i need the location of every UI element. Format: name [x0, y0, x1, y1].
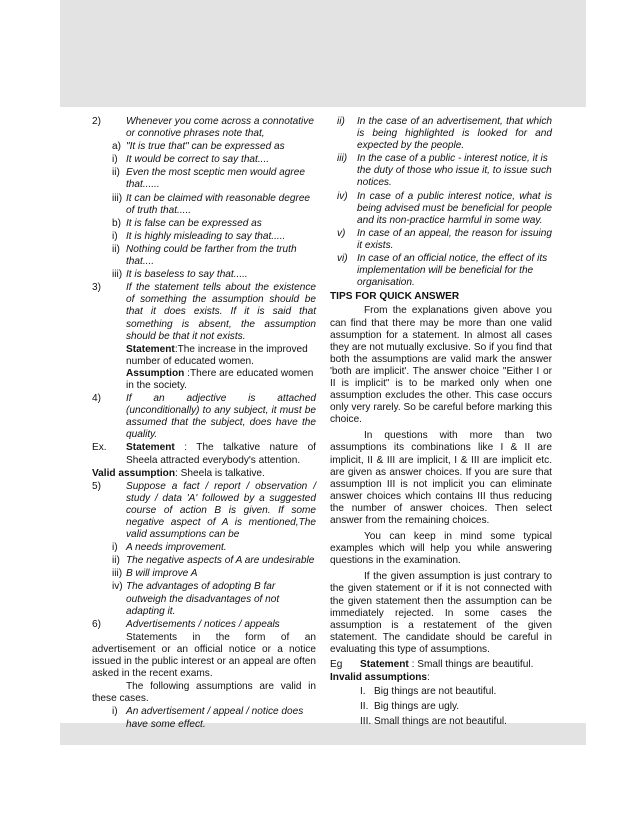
paragraph: In questions with more than two assumptions its combinations like I & II are implicit, II & III are implicit, I & III are implicit etc. are given as answer choices. If you are sure that assumption III is not implicit you can eliminate answer choices which contains III thus reducing the number of answer choices. Then select answer from the remaining choices. — [330, 430, 552, 526]
example-statement — [92, 344, 316, 368]
paragraph: From the explanations given above you can find that there may be more than one valid assumption for a statement. In almost all cases they are not mutually exclusive. So if you find that both the assumptions are valid mark the answer 'both are implicit'. The answer choice "Either I or II is implicit" is to be marked only when one assumption excludes the other. This case occurs only very rarely. So be careful before marking this choice. — [330, 305, 552, 426]
item-marker: I. — [360, 686, 366, 698]
item-marker: ii) — [112, 167, 120, 179]
right-column — [330, 116, 552, 732]
invalid-assumption-item — [330, 686, 552, 698]
item-text: Nothing could be farther from the truth that.... — [126, 243, 297, 268]
list-item — [92, 393, 316, 441]
paragraph: The following assumptions are valid in these cases. — [92, 681, 316, 705]
item-text: It is highly misleading to say that..... — [126, 230, 286, 242]
item-marker: vi) — [337, 253, 348, 265]
item-text: An advertisement / appeal / notice does have some effect. — [126, 706, 304, 730]
item-marker: iv) — [337, 190, 348, 202]
item-text: Big things are ugly. — [374, 701, 460, 713]
item-text: Big things are not beautiful. — [374, 686, 497, 698]
statement-label: Statement — [360, 659, 409, 671]
invalid-assumption-item — [330, 701, 552, 713]
item-text: Advertisements / notices / appeals — [126, 618, 280, 630]
statement-text: : Small things are beautiful. — [411, 659, 534, 671]
example-row — [330, 659, 552, 671]
item-marker: i) — [112, 230, 118, 242]
invalid-assumptions-label: Invalid assumptions — [330, 672, 428, 684]
item-text: In the case of a public - interest notice, it is the duty of those who issue it, to issue such notices. — [357, 153, 552, 189]
list-item — [92, 116, 316, 140]
item-text: It is baseless to say that..... — [126, 269, 248, 281]
item-number: 3) — [92, 282, 101, 294]
item-text: Small things are not beautiful. — [374, 716, 507, 728]
list-item — [92, 244, 316, 268]
item-marker: II. — [360, 701, 369, 713]
item-text: In the case of an advertisement, that which is being highlighted is looked for and expected by the people. — [357, 116, 552, 152]
item-marker: i) — [112, 542, 118, 554]
item-text: Whenever you come across a connotative or connotive phrases note that, — [126, 116, 314, 140]
item-marker: iii) — [112, 269, 123, 281]
list-item — [92, 141, 316, 153]
item-text: A needs improvement. — [126, 542, 227, 554]
section-heading: TIPS FOR QUICK ANSWER — [330, 291, 460, 303]
list-item — [92, 619, 316, 631]
item-number: 2) — [92, 116, 101, 127]
item-text: If the statement tells about the existence of something the assumption should be that it does exists. If it is said that something is absent, the assumption should be that it not exists. — [126, 282, 316, 342]
list-item — [92, 555, 316, 567]
item-text: It can be claimed with reasonable degree of truth that..... — [126, 192, 311, 216]
list-item — [92, 481, 316, 541]
list-item — [92, 269, 316, 281]
item-marker: v) — [337, 227, 346, 239]
item-marker: ii) — [337, 116, 345, 127]
list-item — [92, 706, 316, 730]
example-marker: Eg — [330, 659, 343, 671]
list-item — [92, 218, 316, 230]
item-text: It is false can be expressed as — [126, 217, 262, 229]
invalid-assumption-item — [330, 716, 552, 728]
colon: : — [427, 672, 430, 684]
valid-assumption — [92, 468, 316, 480]
list-item — [92, 568, 316, 580]
example-marker: Ex. — [92, 442, 107, 454]
statement-label: Statement — [126, 343, 175, 355]
list-item — [330, 191, 552, 227]
valid-assumption-label: Valid assumption — [92, 467, 176, 479]
item-text: "It is true that" can be expressed as — [126, 141, 285, 153]
example-assumption — [92, 368, 316, 392]
item-marker: iv) — [112, 581, 123, 593]
left-column — [92, 116, 316, 732]
list-item — [330, 116, 552, 152]
valid-assumption-text: : Sheela is talkative. — [175, 467, 265, 479]
list-item — [92, 542, 316, 554]
item-text: If an adjective is attached (unconditionally) to any subject, it must be assumed that the subject, does have the quality. — [126, 393, 316, 441]
item-text: In case of an official notice, the effect of its implementation will be beneficial for the organisation. — [357, 253, 548, 289]
paragraph: You can keep in mind some typical examples which will help you while answering questions in the examination. — [330, 531, 552, 567]
item-text: It would be correct to say that.... — [126, 154, 270, 166]
item-text: Suppose a fact / report / observation / study / data 'A' followed by a suggested course of action B is given. If some negative aspect of A is mentioned,The valid assumptions can be — [126, 480, 316, 541]
statement-label: Statement — [126, 442, 175, 454]
list-item — [330, 228, 552, 252]
assumption-label: Assumption — [126, 367, 185, 379]
item-marker: a) — [112, 141, 121, 153]
item-text: The advantages of adopting B far outweigh the disadvantages of not adapting it. — [126, 581, 280, 617]
item-number: 5) — [92, 480, 101, 492]
item-number: 4) — [92, 393, 101, 405]
invalid-assumptions-heading — [330, 672, 552, 684]
list-item — [92, 167, 316, 191]
item-marker: b) — [112, 217, 121, 229]
item-marker: i) — [112, 154, 118, 166]
item-text: In case of a public interest notice, what is being advised must be beneficial for people and its non-practice harmful in some way. — [357, 190, 552, 226]
item-text: Even the most sceptic men would agree that...... — [126, 167, 305, 191]
item-text: The negative aspects of A are undesirable — [126, 555, 315, 567]
paragraph: If the given assumption is just contrary to the given statement or if it is not connected with the given statement then the assumption can be immediately rejected. In some cases the assumption is a restatement of the given statement. The candidate should be careful in evaluating this type of assumptions. — [330, 571, 552, 655]
item-marker: ii) — [112, 243, 120, 255]
item-marker: iii) — [337, 153, 348, 165]
page-body — [60, 107, 586, 730]
statement-text: :The increase in the improved number of educated women. — [126, 343, 308, 367]
item-marker: i) — [112, 706, 118, 718]
top-gray-band — [60, 0, 586, 107]
list-item — [330, 253, 552, 289]
item-marker: III. — [360, 716, 372, 728]
list-item — [330, 153, 552, 189]
item-number: 6) — [92, 618, 101, 630]
assumption-text: :There are educated women in the society. — [126, 367, 314, 391]
list-item — [92, 282, 316, 342]
item-text: B will improve A — [126, 568, 198, 580]
item-marker: iii) — [112, 192, 123, 204]
list-item — [92, 231, 316, 243]
item-marker: ii) — [112, 555, 120, 567]
paragraph: Statements in the form of an advertisement or an official notice or a notice issued in the public interest or an appeal are often asked in the recent exams. — [92, 631, 316, 680]
list-item — [92, 193, 316, 217]
item-marker: iii) — [112, 568, 123, 580]
item-text: In case of an appeal, the reason for issuing it exists. — [357, 227, 552, 251]
statement-text: : The talkative nature of Sheela attracted everybody's attention. — [126, 442, 316, 466]
list-item — [92, 581, 316, 617]
list-item — [92, 154, 316, 166]
example-row — [92, 442, 316, 466]
